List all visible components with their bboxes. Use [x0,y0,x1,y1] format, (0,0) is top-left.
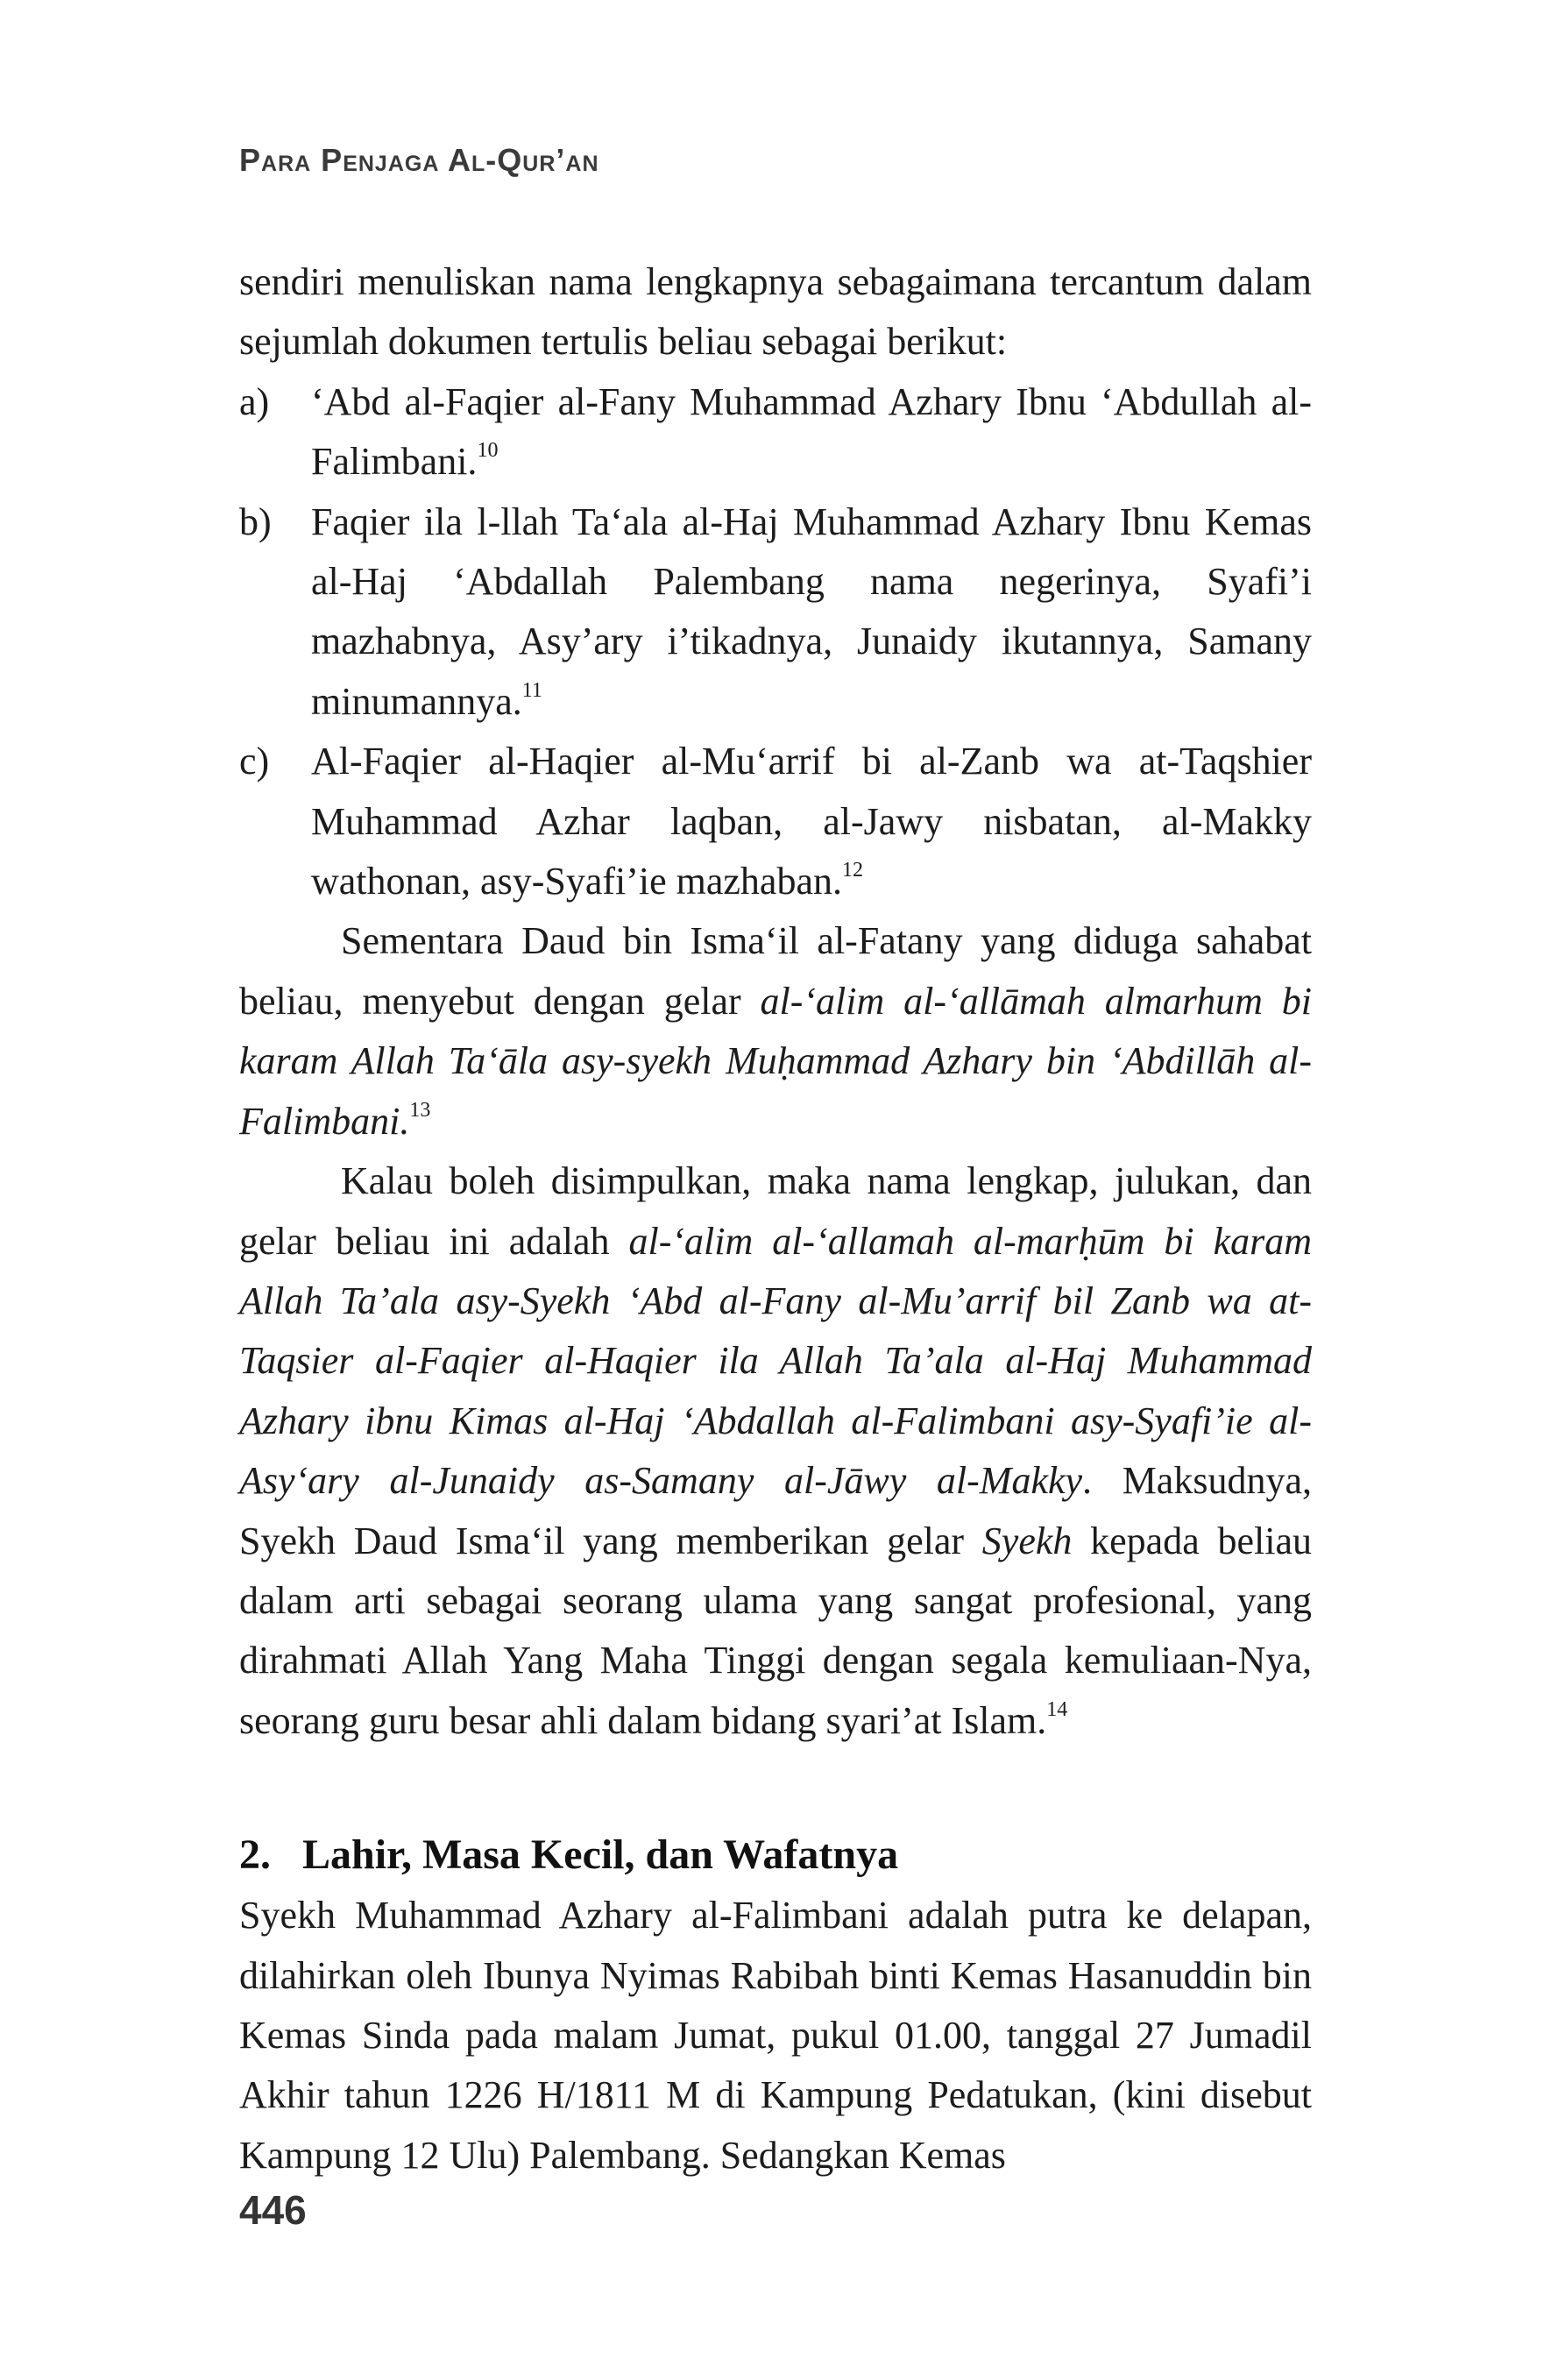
paragraph-daud [239,911,1312,1151]
list-text-content: Al-Faqier al-Haqier al-Mu‘arrif bi al-Zanb wa at-Taqshier Muhammad Azhar laqban, al-Jawy nisbatan, al-Makky wathonan, asy-Syafi’ie mazhaban. [311,740,1312,903]
list-item-c [239,732,1312,911]
body-text [239,252,1312,2185]
section-number: 2. [239,1831,271,1879]
paragraph-text: kepada beliau dalam arti sebagai seorang ulama yang sangat profesional, yang dirahmati Allah Yang Maha Tinggi dengan segala kemuliaan-Nya, seorang guru besar ahli dalam bidang syari’at Islam. [239,1519,1312,1742]
list-marker: a) [239,379,270,423]
italic-full-name: al-‘alim al-‘allamah al-marḥūm bi karam Allah Ta’ala asy-Syekh ‘Abd al-Fany al-Mu’arrif bil Zanb wa at-Taqsier al-Faqier al-Haqier ila Allah Ta’ala al-Haj Muhammad Azhary ibnu Kimas al-Haj ‘Abdallah al-Falimbani asy-Syafi’ie al-Asy‘ary al-Junaidy as-Samany al-Jāwy al-Makky [239,1219,1312,1503]
footnote-ref: 14 [1046,1697,1068,1721]
list-text [311,492,1312,733]
list-text-content: Faqier ila l-llah Ta‘ala al-Haj Muhammad Azhary Ibnu Kemas al-Haj ‘Abdallah Palembang nama negerinya, Syafi’i mazhabnya, Asy’ary i’tikadnya, Junaidy ikutannya, Samany minumannya. [311,499,1312,723]
footnote-ref: 13 [409,1098,431,1122]
paragraph-conclusion [239,1151,1312,1751]
section-heading [239,1824,1312,1886]
list-item-b [239,492,1312,733]
list-text-content: ‘Abd al-Faqier al-Fany Muhammad Azhary Ibnu ‘Abdullah al-Falimbani. [311,379,1312,484]
paragraph-text: . Maksudnya, Syekh Daud Isma‘il yang memberikan gelar [239,1459,1312,1562]
list-marker: b) [239,499,272,543]
list-item-a [239,372,1312,492]
footnote-ref: 11 [521,678,542,702]
page-number: 446 [239,2187,307,2233]
paragraph-text: Sementara Daud bin Isma‘il al-Fatany yang diduga sahabat beliau, menyebut dengan gelar [239,919,1312,1023]
list-marker: c) [239,740,270,783]
list-text [311,732,1312,911]
running-head: Para Penjaga Al-Qur’an [239,142,599,178]
footnote-ref: 12 [842,859,863,882]
section-spacer [239,1751,1312,1824]
italic-title: Syekh [981,1519,1073,1562]
intro-paragraph: sendiri menuliskan nama lengkapnya sebagaimana tercantum dalam sejumlah dokumen tertulis beliau sebagai berikut: [239,260,1312,364]
italic-title: al-‘alim al-‘allāmah almarhum bi karam Allah Ta‘āla asy-syekh Muḥammad Azhary bin ‘Abdillāh al-Falimbani. [239,979,1312,1143]
list-text [311,372,1312,492]
footnote-ref: 10 [477,439,499,463]
section-title: Lahir, Masa Kecil, dan Wafatnya [302,1831,899,1879]
paragraph-text: Kalau boleh disimpulkan, maka nama lengkap, julukan, dan gelar beliau ini adalah [239,1159,1312,1263]
section-paragraph: Syekh Muhammad Azhary al-Falimbani adalah putra ke delapan, dilahirkan oleh Ibunya Nyimas Rabibah binti Kemas Hasanuddin bin Kemas Sinda pada malam Jumat, pukul 01.00, tanggal 27 Jumadil Akhir tahun 1226 H/1811 M di Kampung Pedatukan, (kini disebut Kampung 12 Ulu) Palembang. Sedangkan Kemas [239,1894,1312,2177]
